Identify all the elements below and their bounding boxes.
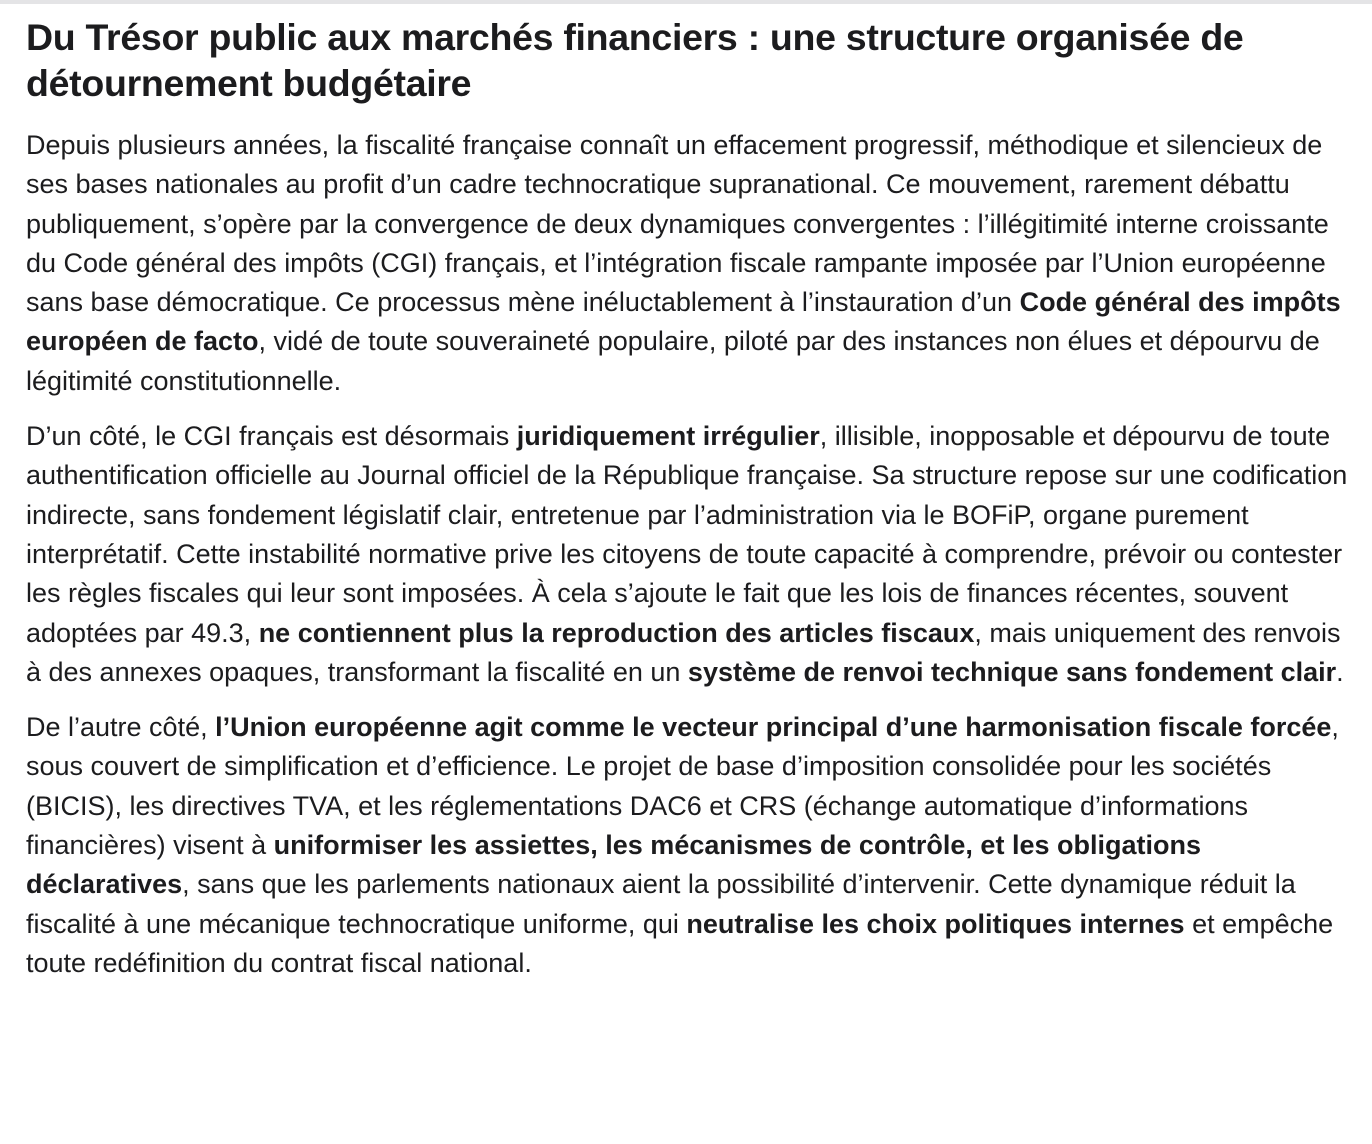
paragraph-intro-text-2: , vidé de toute souveraineté populaire, piloté par des instances non élues et dépourvu de légitimité constitutionnelle. xyxy=(26,326,1320,396)
paragraph-eu-bold-2: uniformiser les assiettes, les mécanismes de contrôle, et les obligations déclaratives xyxy=(26,830,1201,900)
paragraph-eu-bold-3: neutralise les choix politiques internes xyxy=(686,908,1185,939)
paragraph-eu xyxy=(26,708,1356,983)
paragraph-cgi-text-1: D’un côté, le CGI français est désormais xyxy=(26,421,517,452)
paragraph-eu-bold-1: l’Union européenne agit comme le vecteur principal d’une harmonisation fiscale forcée xyxy=(215,712,1332,743)
paragraph-cgi-bold-2: ne contiennent plus la reproduction des articles fiscaux xyxy=(258,617,975,648)
article-title: Du Trésor public aux marchés financiers : une structure organisée de détournement budgétaire xyxy=(26,16,1244,104)
paragraph-cgi-text-3: , mais uniquement des renvois à des annexes opaques, transformant la fiscalité en un xyxy=(26,617,1341,687)
article-body xyxy=(26,14,1356,999)
top-border xyxy=(0,0,1372,4)
paragraph-cgi-bold-3: système de renvoi technique sans fondement clair xyxy=(687,656,1337,687)
paragraph-cgi-bold-1: juridiquement irrégulier xyxy=(516,421,820,452)
paragraph-eu-text-4: et empêche toute redéfinition du contrat fiscal national. xyxy=(26,908,1334,978)
paragraph-cgi-text-2: , illisible, inopposable et dépourvu de toute authentification officielle au Journal officiel de la République française. Sa structure repose sur une codification indirecte, sans fondement législatif clair, entretenue par l’administration via le BOFiP, organe purement interprétatif. Cette instabilité normative prive les citoyens de toute capacité à comprendre, prévoir ou contester les règles fiscales qui leur sont imposées. À cela s’ajoute le fait que les lois de finances récentes, souvent adoptées par 49.3, xyxy=(26,421,1348,648)
paragraph-intro-text-1: Depuis plusieurs années, la fiscalité française connaît un effacement progressif, méthodique et silencieux de ses bases nationales au profit d’un cadre technocratique supranational. Ce mouvement, rarement débattu publiquement, s’opère par la convergence de deux dynamiques convergentes : l’illégitimité interne croissante du Code général des impôts (CGI) français, et l’intégration fiscale rampante imposée par l’Union européenne sans base démocratique. Ce processus mène inéluctablement à l’instauration d’un xyxy=(26,130,1329,318)
paragraph-eu-text-3: , sans que les parlements nationaux aient la possibilité d’intervenir. Cette dynamique réduit la fiscalité à une mécanique technocratique uniforme, qui xyxy=(26,869,1296,939)
paragraph-cgi-text-4: . xyxy=(1336,656,1344,687)
paragraph-eu-text-2: , sous couvert de simplification et d’efficience. Le projet de base d’imposition consolidée pour les sociétés (BICIS), les directives TVA, et les réglementations DAC6 et CRS (échange automatique d’informations financières) visent à xyxy=(26,712,1339,861)
paragraph-intro xyxy=(26,126,1356,401)
paragraph-eu-text-1: De l’autre côté, xyxy=(26,712,216,743)
paragraph-intro-bold-1: Code général des impôts européen de facto xyxy=(26,287,1341,357)
paragraph-cgi xyxy=(26,417,1356,692)
